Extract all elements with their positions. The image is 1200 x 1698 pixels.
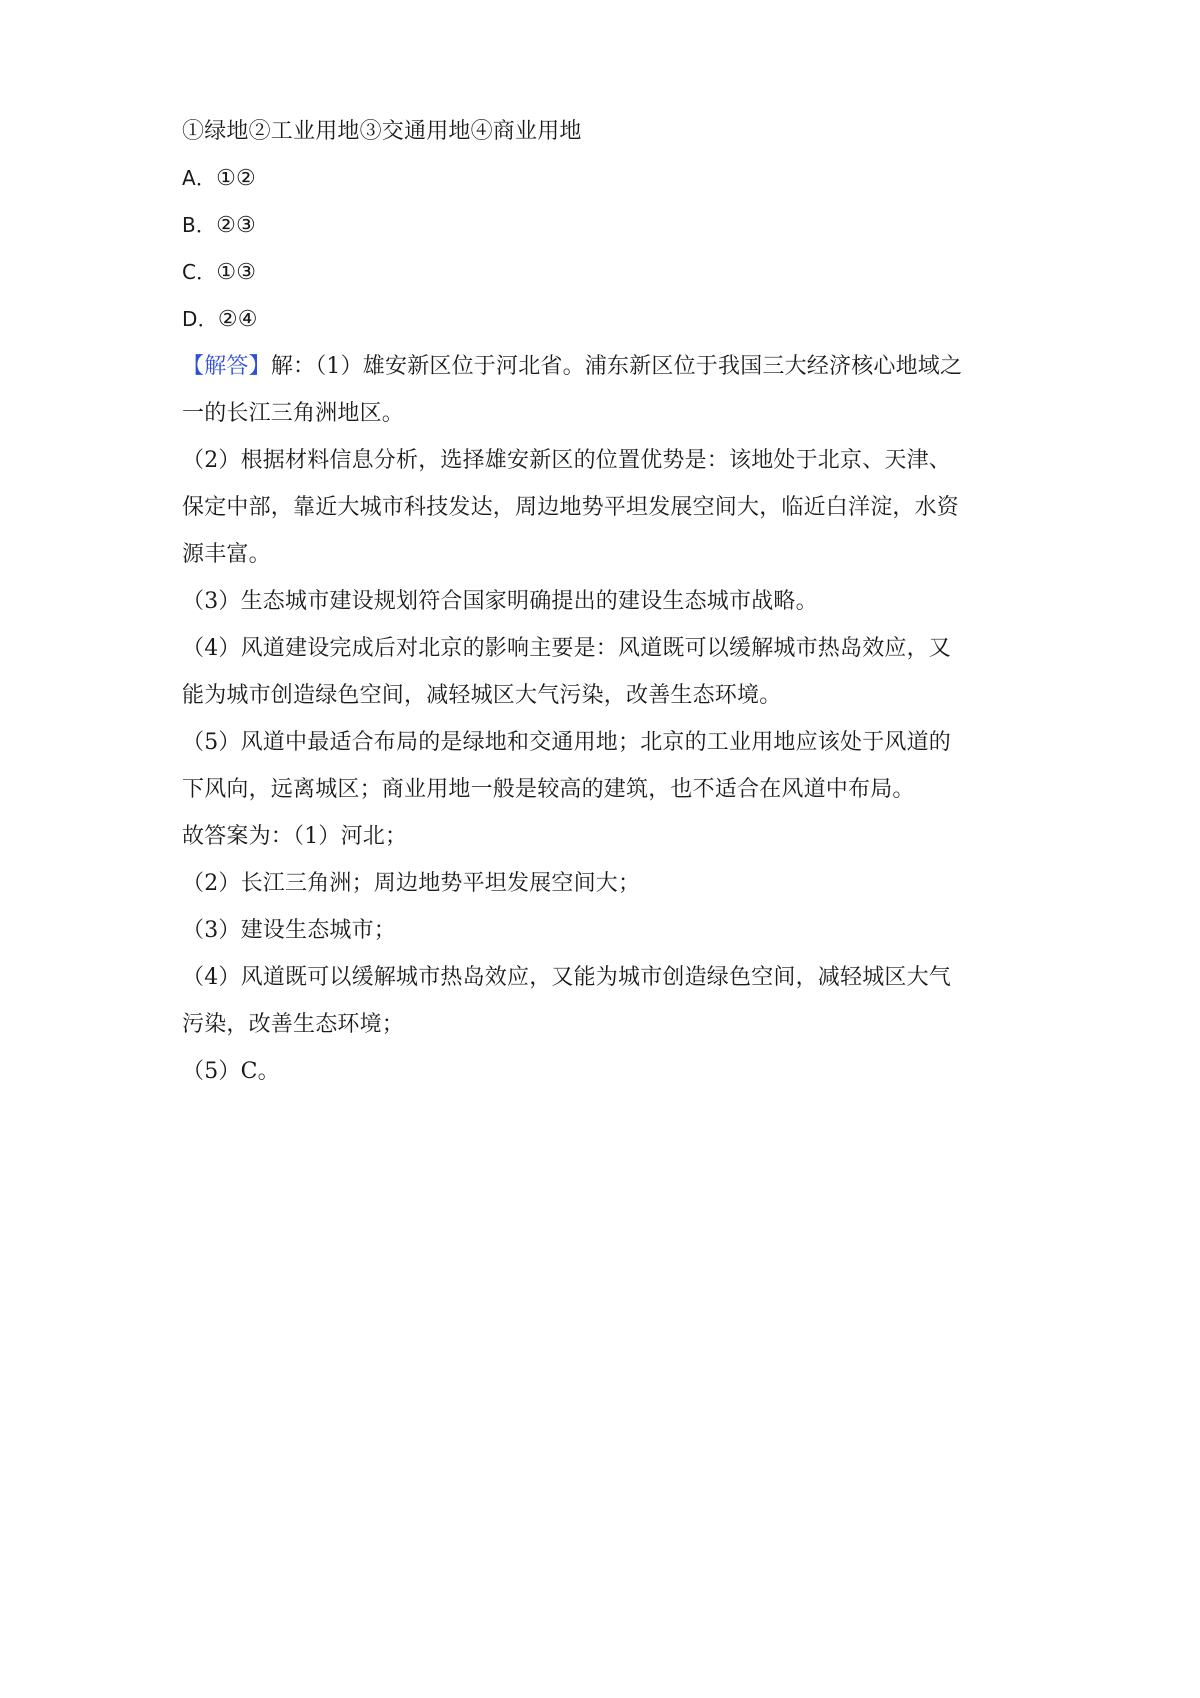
answer-line: 下风向，远离城区；商业用地一般是较高的建筑，也不适合在风道中布局。 xyxy=(182,777,915,802)
option-label: C． xyxy=(182,260,217,284)
option-text: ①③ xyxy=(216,260,257,285)
answer-line: 保定中部，靠近大城市科技发达，周边地势平坦发展空间大，临近白洋淀，水资 xyxy=(182,495,960,520)
document-page xyxy=(182,108,1032,1095)
option-a xyxy=(182,155,1032,202)
answer-line: （2）根据材料信息分析，选择雄安新区的位置优势是：该地处于北京、天津、 xyxy=(182,448,951,473)
answer-line: （3）建设生态城市； xyxy=(182,918,396,943)
option-c xyxy=(182,249,1032,296)
answer-line: （4）风道既可以缓解城市热岛效应，又能为城市创造绿色空间，减轻城区大气 xyxy=(182,965,951,990)
answer-line: （5）C。 xyxy=(182,1059,280,1084)
answer-line: （5）风道中最适合布局的是绿地和交通用地；北京的工业用地应该处于风道的 xyxy=(182,730,951,755)
answer-tag: 【解答】 xyxy=(182,354,271,379)
answer-line: 源丰富。 xyxy=(182,542,271,567)
option-label: D． xyxy=(182,307,218,331)
answer-line: （2）长江三角洲；周边地势平坦发展空间大； xyxy=(182,871,641,896)
option-text: ②④ xyxy=(217,307,258,332)
answer-line: 能为城市创造绿色空间，减轻城区大气污染，改善生态环境。 xyxy=(182,683,782,708)
answer-line xyxy=(182,343,1032,390)
answer-line: 一的长江三角洲地区。 xyxy=(182,401,405,426)
option-d xyxy=(182,296,1032,343)
answer-line: 故答案为：（1）河北； xyxy=(182,824,408,849)
option-text: ②③ xyxy=(216,213,256,238)
answer-text: 解：（1）雄安新区位于河北省。浦东新区位于我国三大经济核心地域之 xyxy=(270,354,963,379)
option-label: B． xyxy=(182,213,217,237)
answer-line: （3）生态城市建设规划符合国家明确提出的建设生态城市战略。 xyxy=(182,589,818,614)
answer-line: （4）风道建设完成后对北京的影响主要是：风道既可以缓解城市热岛效应，又 xyxy=(182,636,951,661)
question-items: ①绿地②工业用地③交通用地④商业用地 xyxy=(182,119,582,144)
answer-line: 污染，改善生态环境； xyxy=(182,1012,405,1037)
option-text: ①② xyxy=(216,166,256,191)
option-b xyxy=(182,202,1032,249)
option-label: A． xyxy=(182,166,217,190)
